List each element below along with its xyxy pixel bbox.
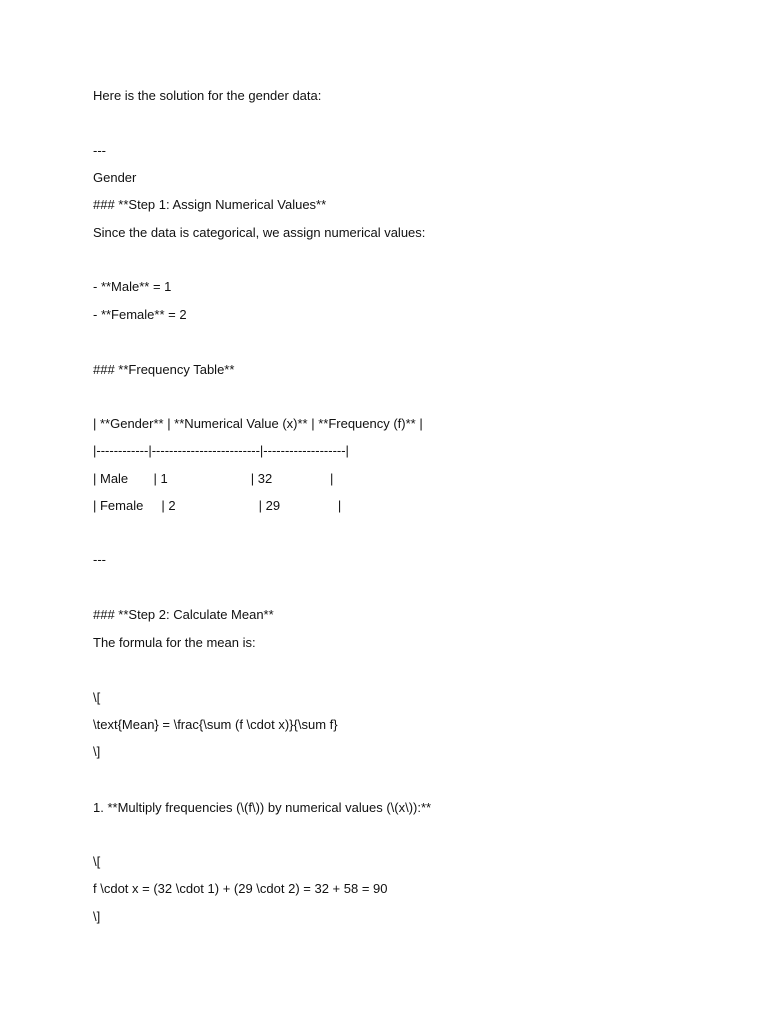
multiply-formula: f \cdot x = (32 \cdot 1) + (29 \cdot 2) = 32 + 58 = 90: [93, 881, 388, 896]
section-label: Gender: [93, 170, 137, 185]
separator: ---: [93, 552, 106, 567]
table-row-male: | Male | 1 | 32 |: [93, 471, 334, 486]
mean-formula: \text{Mean} = \frac{\sum (f \cdot x)}{\sum f}: [93, 717, 338, 732]
table-header-row: | **Gender** | **Numerical Value (x)** | **Frequency (f)** |: [93, 416, 423, 431]
step1-text: Since the data is categorical, we assign numerical values:: [93, 225, 426, 240]
math-open: \[: [93, 854, 101, 869]
math-close: \]: [93, 909, 101, 924]
math-open: \[: [93, 690, 101, 705]
frequency-table-heading: ### **Frequency Table**: [93, 362, 235, 377]
table-row-female: | Female | 2 | 29 |: [93, 498, 342, 513]
list-item-female: - **Female** = 2: [93, 307, 187, 322]
math-close: \]: [93, 744, 101, 759]
table-divider-row: |------------|-------------------------|-------------------|: [93, 443, 349, 458]
intro-text: Here is the solution for the gender data:: [93, 88, 322, 103]
separator: ---: [93, 143, 106, 158]
step2-item-1: 1. **Multiply frequencies (\(f\)) by numerical values (\(x\)):**: [93, 800, 432, 815]
step2-text: The formula for the mean is:: [93, 635, 256, 650]
step2-heading: ### **Step 2: Calculate Mean**: [93, 607, 274, 622]
list-item-male: - **Male** = 1: [93, 279, 172, 294]
step1-heading: ### **Step 1: Assign Numerical Values**: [93, 197, 327, 212]
